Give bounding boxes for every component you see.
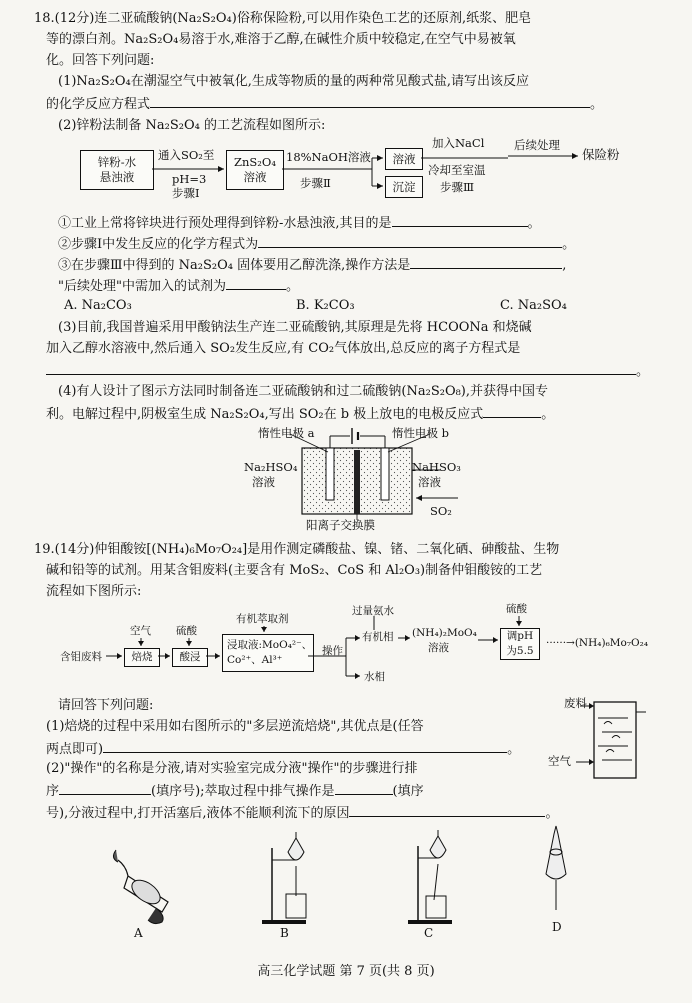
q18-part2: (2)锌粉法制备 Na₂S₂O₄ 的工艺流程如图所示: (58, 118, 326, 133)
figure-a-label: A (134, 926, 143, 940)
q18-line3: 化。回答下列问题: (46, 53, 155, 68)
cell-right-solution: NaHSO₃ (412, 460, 461, 474)
flow-label-nacl: 加入NaCl (432, 136, 485, 150)
cell-right-solution-2: 溶液 (418, 475, 441, 489)
flow19-ammo-molybdate: (NH₄)₂MoO₄ (412, 627, 477, 639)
q19-part2b: 序 (填序号);萃取过程中排气操作是 (填序 (46, 781, 424, 801)
flow-box-solution: 溶液 (385, 148, 423, 170)
flow-label-step2: 步骤Ⅱ (300, 176, 331, 190)
cell-left-solution: Na₂HSO₄ (244, 460, 298, 474)
q19-part2c: 号),分液过程中,打开活塞后,液体不能顺利流下的原因 。 (46, 803, 559, 823)
flow-label-cool: 冷却至室温 (428, 163, 486, 177)
flow-box-zns2o4: ZnS₂O₄ 溶液 (226, 150, 284, 190)
q18-part1a: (1)Na₂S₂O₄在潮湿空气中被氧化,生成等物质的量的两种常见酸式盐,请写出该反应 (58, 74, 530, 89)
q18-part3c: 。 (46, 361, 649, 381)
figure-c-funnel-on-stand (408, 830, 452, 924)
q19-part2a: (2)"操作"的名称是分液,请对实验室完成分液"操作"的步骤进行排 (46, 761, 418, 776)
flow19-extractant: 有机萃取剂 (236, 613, 289, 625)
q18-header: 18.(12分)连二亚硫酸钠(Na₂S₂O₄)俗称保险粉,可以用作染色工艺的还原剂,纸浆、肥皂 (34, 11, 532, 26)
flow-label-post: 后续处理 (514, 138, 560, 152)
flow19-final: ······→(NH₄)₆Mo₇O₂₄ (546, 637, 649, 649)
q18-sub3b: "后续处理"中需加入的试剂为 。 (58, 276, 299, 296)
q18-part3a: (3)目前,我国普遍采用甲酸钠法生产连二亚硫酸钠,其原理是先将 HCOONa 和烧碱 (58, 320, 532, 335)
flow19-air: 空气 (130, 625, 151, 637)
flow-label-naoh: 18%NaOH溶液 (286, 150, 371, 164)
flow-product: 保险粉 (582, 147, 620, 162)
cell-membrane-label: 阳离子交换膜 (306, 518, 375, 532)
furnace-waste-label: 废料 (564, 696, 587, 710)
flow19-start: 含钼废料 (60, 651, 102, 663)
cell-left-solution-2: 溶液 (252, 475, 275, 489)
figure-b-funnel-on-stand (262, 832, 306, 924)
flow19-operation: 操作 (322, 645, 343, 657)
flow-label-ph3: pH=3 (172, 172, 207, 186)
q18-line2: 等的漂白剂。Na₂S₂O₄易溶于水,难溶于乙醇,在碱性介质中较稳定,在空气中易被氧 (46, 32, 516, 47)
flow19-roast-box: 焙烧 (124, 648, 160, 667)
flow-label-step3: 步骤Ⅲ (440, 180, 475, 194)
flow19-leach-box: 酸浸 (172, 648, 208, 667)
flow19-organic: 有机相 (362, 631, 394, 643)
q18-sub3a: ③在步骤Ⅲ中得到的 Na₂S₂O₄ 固体要用乙醇洗涤,操作方法是 , (58, 255, 566, 275)
q18-option-b: B. K₂CO₃ (296, 298, 355, 313)
q19-line3: 流程如下图所示: (46, 584, 142, 599)
cell-electrode-a: 惰性电极 a (258, 426, 315, 440)
furnace-air-label: 空气 (548, 754, 571, 768)
q18-sub1: ①工业上常将锌块进行预处理得到锌粉-水悬浊液,其目的是 。 (58, 213, 541, 233)
figure-d-label: D (552, 920, 562, 934)
flow-label-step1: 步骤Ⅰ (172, 186, 200, 200)
flow-label-so2: 通入SO₂至 (158, 148, 215, 162)
q19-header: 19.(14分)仲钼酸铵[(NH₄)₆Mo₇O₂₄]是用作测定磷酸盐、镍、锗、二氧化硒、砷酸盐、生物 (34, 542, 560, 557)
flow-box-precipitate: 沉淀 (385, 176, 423, 198)
q19-line2: 碱和铅等的试剂。用某含钼废料(主要含有 MoS₂、CoS 和 Al₂O₃)制备仲钼酸铵的工艺 (46, 563, 543, 578)
flow19-ammonia: 过量氨水 (352, 605, 394, 617)
flow19-acid: 硫酸 (176, 625, 197, 637)
figure-b-label: B (280, 926, 289, 940)
flow19-aqueous: 水相 (364, 671, 385, 683)
flow19-sulfuric-2: 硫酸 (506, 603, 527, 615)
q19-part1b: 两点即可) 。 (46, 739, 520, 759)
cell-electrode-b: 惰性电极 b (392, 426, 450, 440)
figure-c-label: C (424, 926, 434, 940)
page-footer: 高三化学试题 第 7 页(共 8 页) (257, 964, 435, 979)
flow19-leachate-box: 浸取液:MoO₄²⁻、 Co²⁺、Al³⁺ (222, 634, 314, 672)
q18-option-c: C. Na₂SO₄ (500, 298, 567, 313)
q18-sub2: ②步骤Ⅰ中发生反应的化学方程式为 。 (58, 234, 575, 254)
q18-part3b: 加入乙醇水溶液中,然后通入 SO₂发生反应,有 CO₂气体放出,总反应的离子方程式是 (46, 341, 521, 356)
q18-part4a: (4)有人设计了图示方法同时制备连二亚硫酸钠和过二硫酸钠(Na₂S₂O₈),并获得中国专 (58, 384, 549, 399)
q19-ask: 请回答下列问题: (58, 698, 154, 713)
flow19-ammo-solution: 溶液 (428, 642, 449, 654)
q19-part1a: (1)焙烧的过程中采用如右图所示的"多层逆流焙烧",其优点是(任答 (46, 719, 424, 734)
figure-a-shaking-funnel (113, 850, 168, 924)
q18-part1b: 的化学反应方程式 。 (46, 94, 603, 114)
q18-option-a: A. Na₂CO₃ (64, 298, 132, 313)
q18-part4b: 利。电解过程中,阴极室生成 Na₂S₂O₄,写出 SO₂在 b 极上放电的电极反应式 。 (46, 404, 554, 424)
flow-box-zinc-slurry: 锌粉-水 悬浊液 (80, 150, 154, 190)
flow19-ph-box: 调pH 为5.5 (500, 628, 540, 660)
figure-d-inverted-funnel (546, 826, 566, 910)
cell-so2-label: SO₂ (430, 504, 452, 518)
